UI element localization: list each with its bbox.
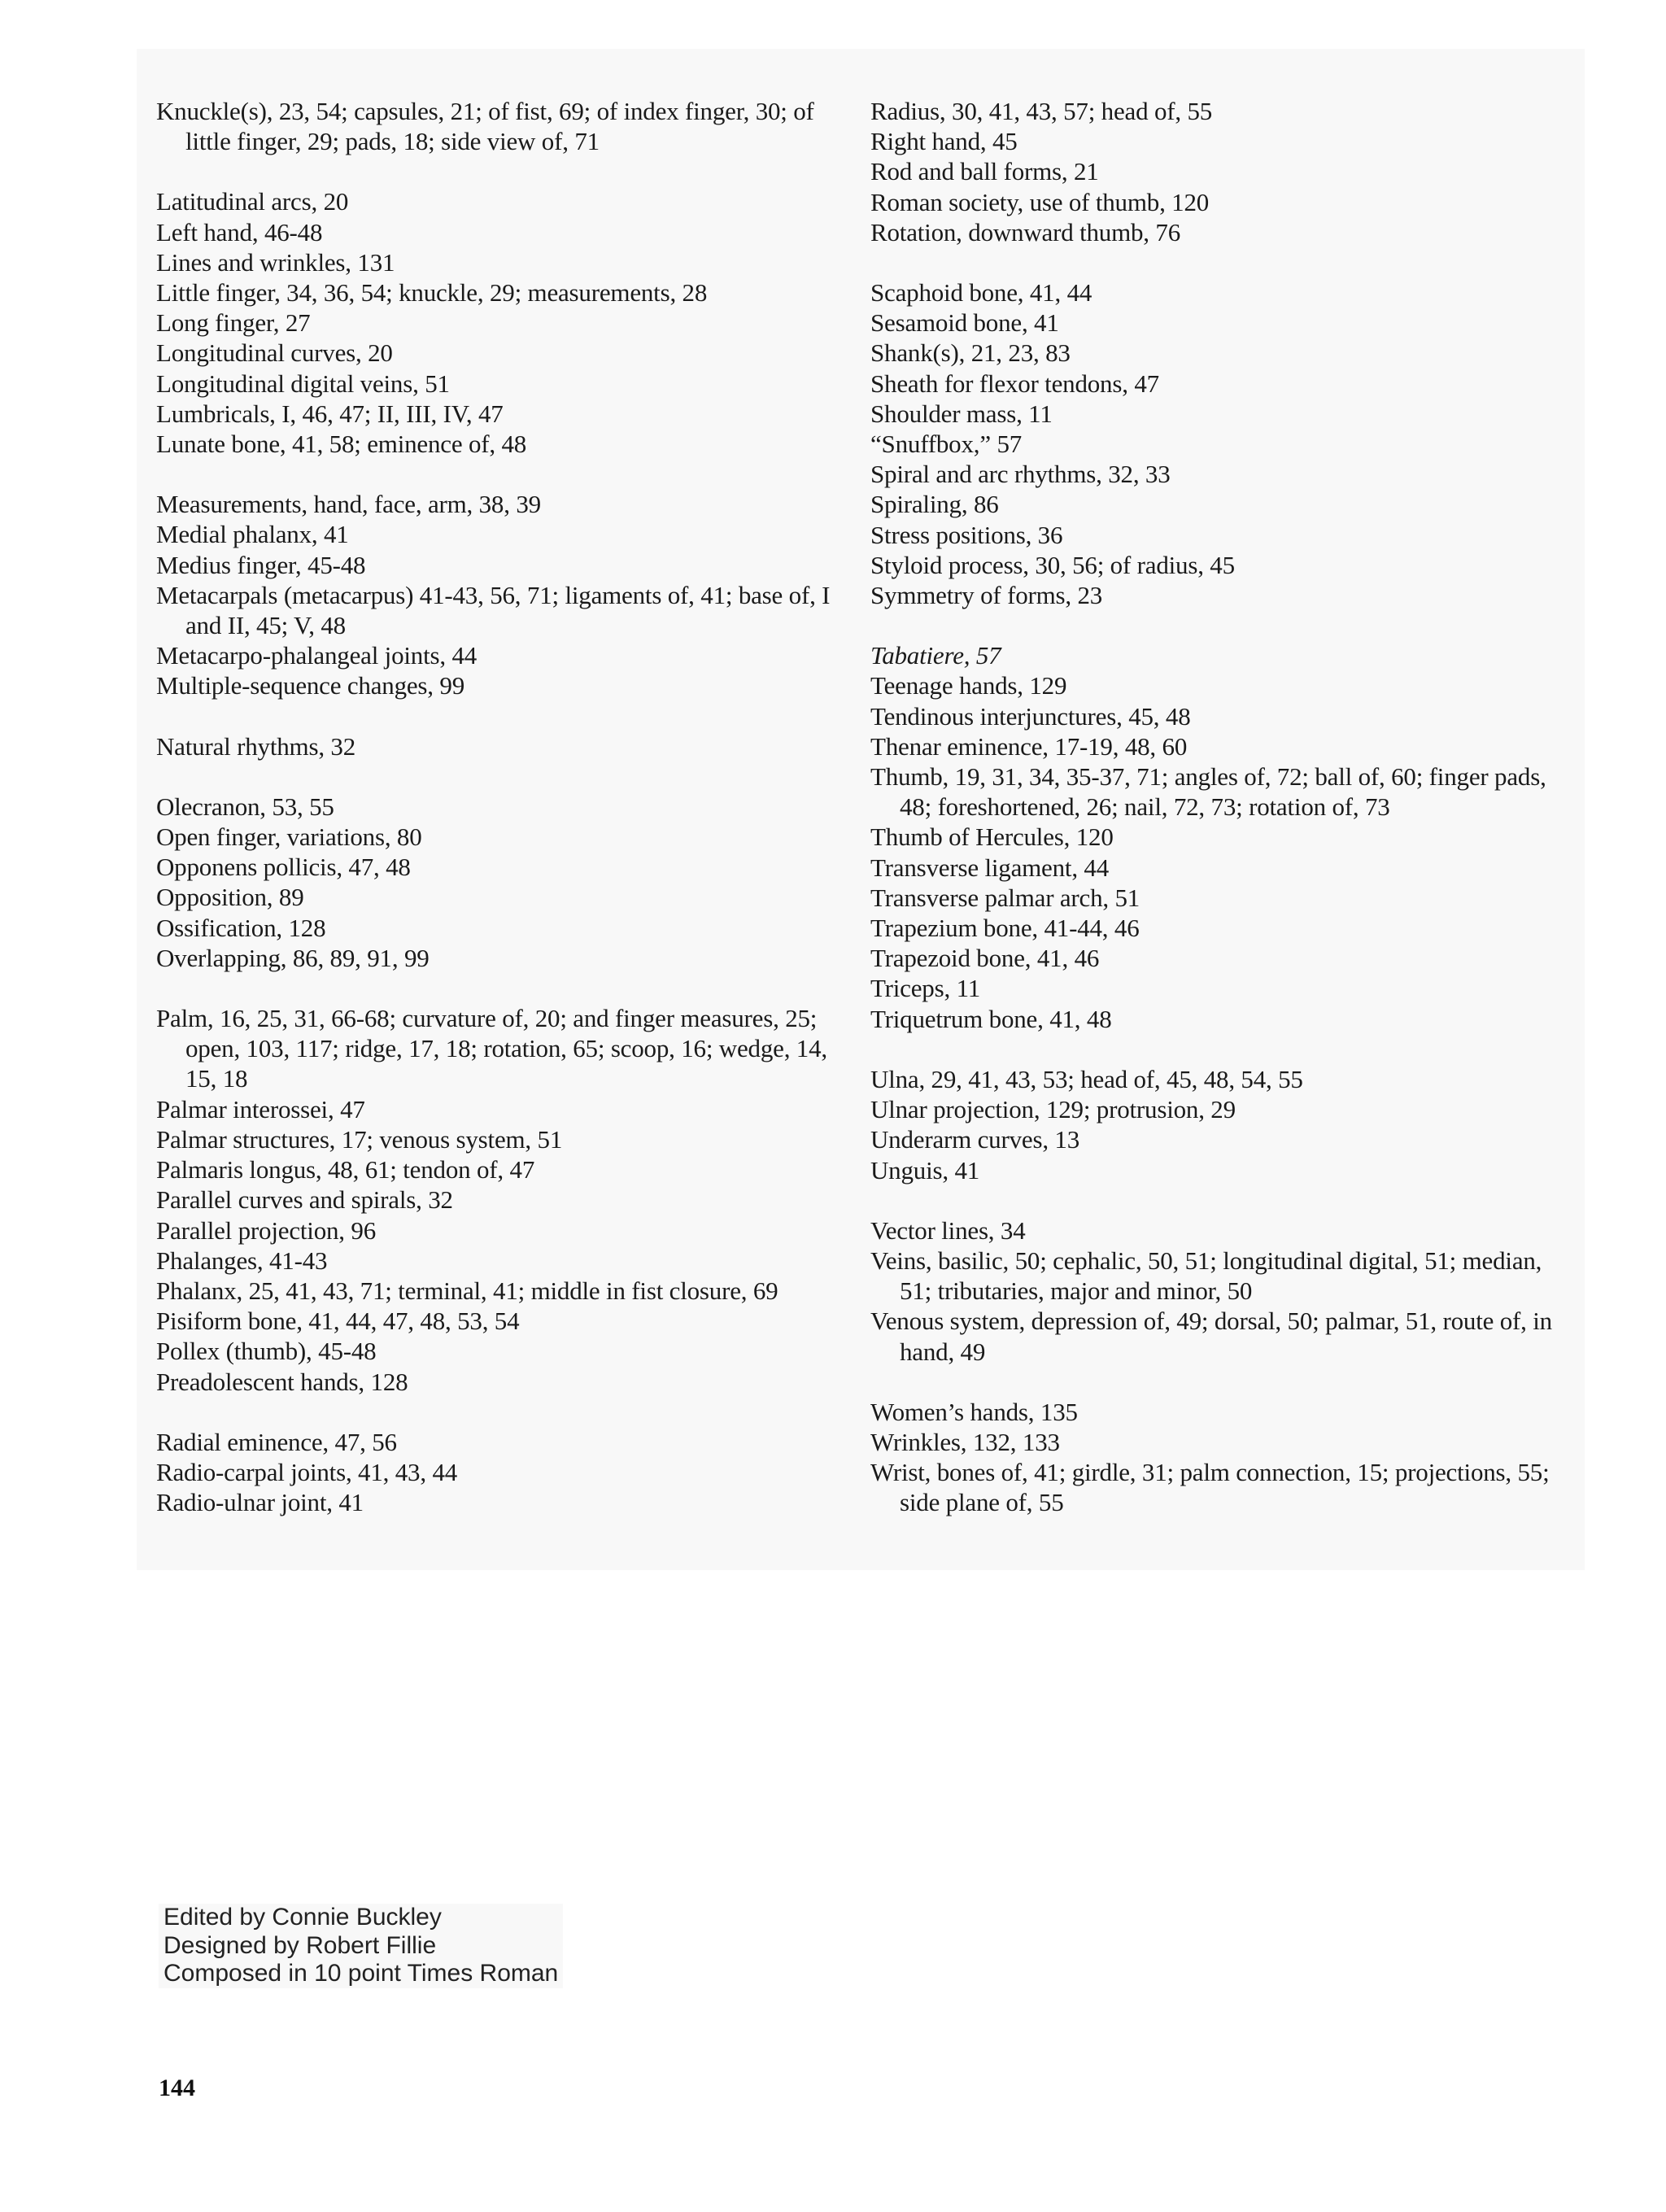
index-entry: Metacarpals (metacarpus) 41-43, 56, 71; ligaments of, 41; base of, I and II, 45; V, 48 [156, 580, 831, 640]
index-letter-group [870, 640, 1578, 1034]
index-column-left [156, 96, 848, 1517]
index-entry: Lumbricals, I, 46, 47; II, III, IV, 47 [156, 399, 504, 428]
index-entry: Multiple-sequence changes, 99 [156, 671, 464, 700]
index-entry: Spiraling, 86 [870, 490, 999, 519]
index-entry: Opponens pollicis, 47, 48 [156, 853, 411, 882]
index-entry: Latitudinal arcs, 20 [156, 187, 349, 216]
index-letter-group [870, 277, 1578, 610]
index-entry: Radio-ulnar joint, 41 [156, 1488, 364, 1517]
index-entry: Measurements, hand, face, arm, 38, 39 [156, 490, 541, 519]
index-entry: Stress positions, 36 [870, 520, 1063, 549]
index-entry: Unguis, 41 [870, 1155, 980, 1185]
index-entry: Phalanx, 25, 41, 43, 71; terminal, 41; middle in fist closure, 69 [156, 1276, 778, 1305]
index-entry: Opposition, 89 [156, 883, 304, 912]
index-letter-group [156, 731, 848, 761]
index-entry: Scaphoid bone, 41, 44 [870, 278, 1092, 308]
index-entry: Radial eminence, 47, 56 [156, 1427, 397, 1456]
index-entry: Tendinous interjunctures, 45, 48 [870, 701, 1191, 731]
index-entry: Ulnar projection, 129; protrusion, 29 [870, 1095, 1236, 1124]
index-entry: Rod and ball forms, 21 [870, 157, 1099, 186]
index-entry: Wrinkles, 132, 133 [870, 1427, 1060, 1456]
index-letter-group [156, 96, 848, 156]
index-entry: Vector lines, 34 [870, 1215, 1026, 1245]
index-letter-group [156, 1003, 848, 1397]
index-entry: Transverse palmar arch, 51 [870, 883, 1140, 912]
index-entry: Thumb of Hercules, 120 [870, 822, 1114, 852]
index-entry: Roman society, use of thumb, 120 [870, 187, 1210, 216]
index-letter-group [870, 1215, 1578, 1367]
index-entry: Transverse ligament, 44 [870, 853, 1110, 882]
typesetting-credit: Composed in 10 point Times Roman [164, 1960, 559, 1987]
index-entry: Parallel projection, 96 [156, 1215, 377, 1245]
index-letter-group [870, 96, 1578, 247]
index-entry: Underarm curves, 13 [870, 1125, 1080, 1154]
colophon [159, 1904, 563, 1988]
index-entry: Rotation, downward thumb, 76 [870, 217, 1181, 247]
index-entry: Women’s hands, 135 [870, 1397, 1078, 1426]
index-letter-group [870, 1064, 1578, 1185]
index-letter-group [156, 1427, 848, 1518]
index-entry: Left hand, 46-48 [156, 217, 323, 247]
index-entry: Spiral and arc rhythms, 32, 33 [870, 460, 1171, 489]
index-entry: Palm, 16, 25, 31, 66-68; curvature of, 20; and finger measures, 25; open, 103, 117; ridge, 17, 18; rotation, 65; scoop, 16; wedge, 14, 15, 18 [156, 1004, 827, 1093]
index-entry: Medial phalanx, 41 [156, 520, 349, 549]
editor-credit: Edited by Connie Buckley [164, 1904, 442, 1931]
index-letter-group [870, 1397, 1578, 1518]
index-entry: Knuckle(s), 23, 54; capsules, 21; of fist, 69; of index finger, 30; of little finger, 29; pads, 18; side view of, 71 [156, 97, 814, 156]
index-entry: Radio-carpal joints, 41, 43, 44 [156, 1457, 458, 1486]
index-entry: Open finger, variations, 80 [156, 822, 422, 852]
index-entry: Long finger, 27 [156, 308, 311, 338]
index-entry: “Snuffbox,” 57 [870, 430, 1023, 459]
index-entry: Lines and wrinkles, 131 [156, 247, 395, 277]
index-entry: Olecranon, 53, 55 [156, 792, 334, 821]
index-entry: Metacarpo-phalangeal joints, 44 [156, 641, 478, 670]
index-entry: Thenar eminence, 17-19, 48, 60 [870, 731, 1188, 761]
index-entry: Palmar structures, 17; venous system, 51 [156, 1124, 563, 1154]
index-entry: Natural rhythms, 32 [156, 731, 356, 761]
index-entry: Phalanges, 41-43 [156, 1246, 328, 1275]
index-entry: Little finger, 34, 36, 54; knuckle, 29; measurements, 28 [156, 278, 708, 308]
index-entry: Ulna, 29, 41, 43, 53; head of, 45, 48, 54, 55 [870, 1064, 1303, 1093]
index-entry: Parallel curves and spirals, 32 [156, 1185, 453, 1215]
index-entry: Longitudinal digital veins, 51 [156, 369, 450, 398]
index-entry: Styloid process, 30, 56; of radius, 45 [870, 550, 1235, 579]
index-letter-group [156, 186, 848, 459]
index-letter-group [156, 792, 848, 973]
index-entry: Thumb, 19, 31, 34, 35-37, 71; angles of, 72; ball of, 60; finger pads, 48; foreshortened, 26; nail, 72, 73; rotation of, 73 [870, 762, 1546, 822]
index-entry: Symmetry of forms, 23 [870, 581, 1103, 610]
index-entry: Triceps, 11 [870, 974, 981, 1003]
index-entry: Longitudinal curves, 20 [156, 338, 393, 368]
index-entry: Pisiform bone, 41, 44, 47, 48, 53, 54 [156, 1307, 520, 1336]
index-entry: Veins, basilic, 50; cephalic, 50, 51; longitudinal digital, 51; median, 51; tributaries, major and minor, 50 [870, 1246, 1542, 1306]
index-entry: Tabatiere, 57 [870, 641, 1001, 670]
index-entry: Overlapping, 86, 89, 91, 99 [156, 943, 430, 972]
index-entry: Right hand, 45 [870, 127, 1018, 156]
index-entry: Pollex (thumb), 45-48 [156, 1337, 377, 1366]
index-entry: Sesamoid bone, 41 [870, 308, 1059, 338]
index-entry: Teenage hands, 129 [870, 671, 1067, 700]
index-entry: Trapezium bone, 41-44, 46 [870, 914, 1140, 943]
index-entry: Trapezoid bone, 41, 46 [870, 944, 1100, 973]
index-entry: Venous system, depression of, 49; dorsal, 50; palmar, 51, route of, in hand, 49 [870, 1307, 1552, 1366]
designer-credit: Designed by Robert Fillie [164, 1931, 437, 1959]
index-column-right [870, 96, 1578, 1518]
index-entry: Ossification, 128 [156, 913, 326, 942]
index-entry: Medius finger, 45-48 [156, 550, 366, 579]
index-entry: Shank(s), 21, 23, 83 [870, 338, 1071, 368]
index-entry: Radius, 30, 41, 43, 57; head of, 55 [870, 97, 1213, 125]
index-entry: Lunate bone, 41, 58; eminence of, 48 [156, 430, 527, 459]
index-entry: Palmar interossei, 47 [156, 1094, 365, 1123]
index-entry: Preadolescent hands, 128 [156, 1367, 408, 1396]
index-entry: Wrist, bones of, 41; girdle, 31; palm connection, 15; projections, 55; side plane of, 55 [870, 1458, 1550, 1517]
index-letter-group [156, 489, 848, 700]
index-entry: Palmaris longus, 48, 61; tendon of, 47 [156, 1155, 535, 1185]
index-entry: Shoulder mass, 11 [870, 399, 1053, 428]
page-number: 144 [159, 2075, 195, 2101]
index-entry: Sheath for flexor tendons, 47 [870, 369, 1159, 398]
index-entry: Triquetrum bone, 41, 48 [870, 1004, 1112, 1033]
